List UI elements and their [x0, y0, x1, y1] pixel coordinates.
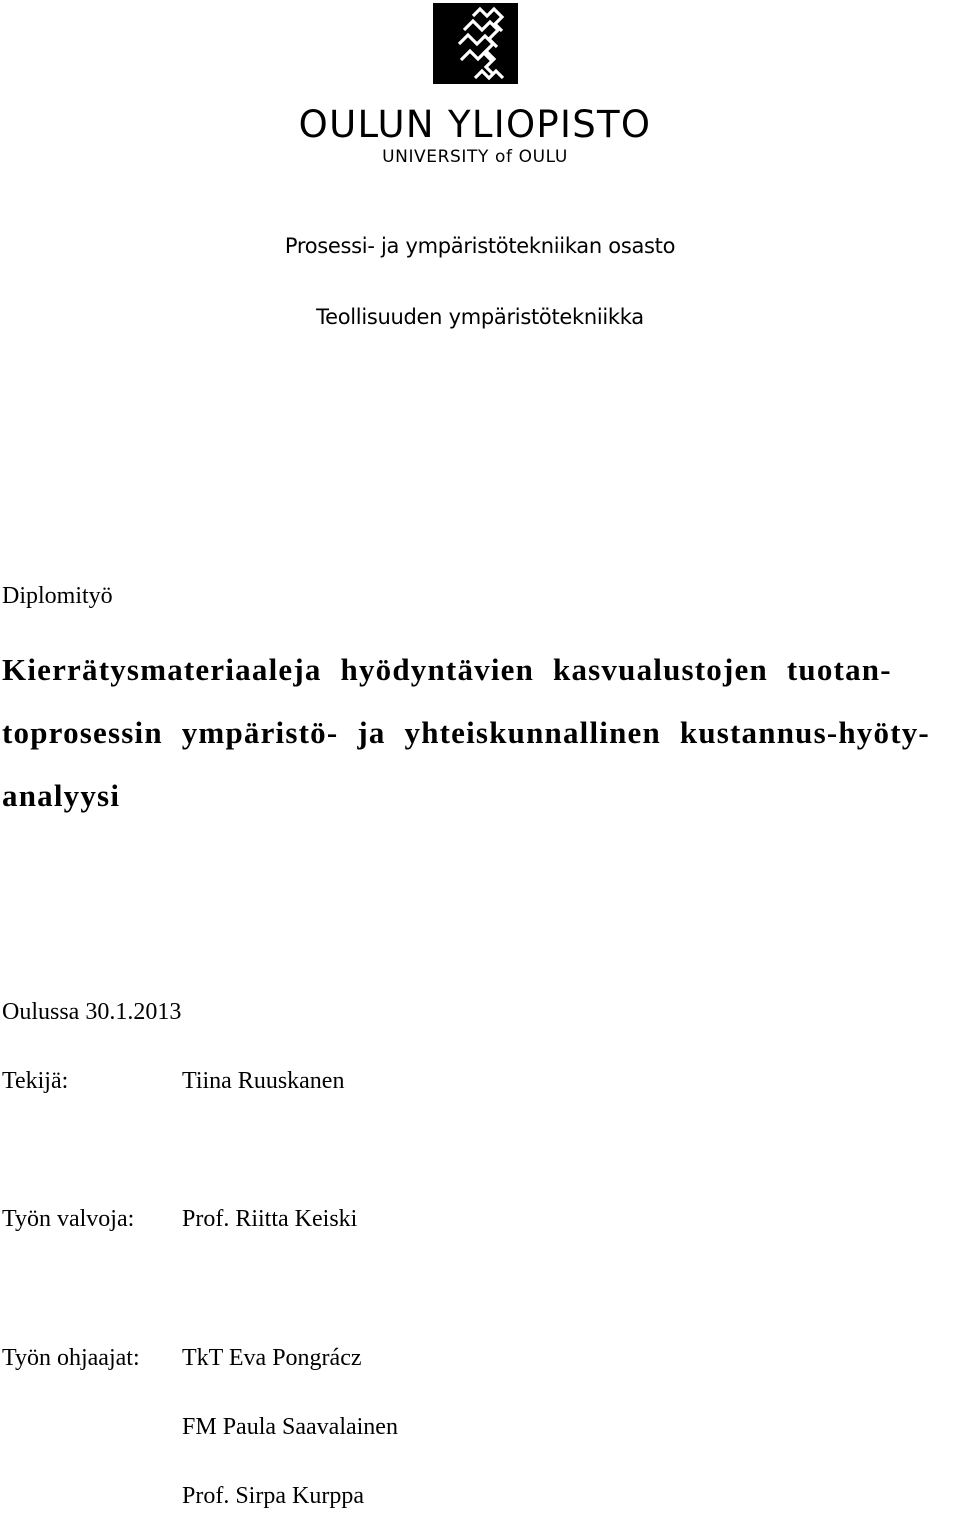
thesis-title-line: toprosessin ympäristö- ja yhteiskunnallinen kustannus-hyöty-: [2, 715, 930, 750]
place-and-date: Oulussa 30.1.2013: [2, 999, 182, 1025]
university-name: OULUN YLIOPISTO: [298, 103, 652, 146]
author-label: Tekijä:: [2, 1068, 69, 1094]
advisor-name: TkT Eva Pongrácz: [182, 1345, 362, 1371]
advisors-label: Työn ohjaajat:: [2, 1345, 140, 1371]
thesis-title-line: Kierrätysmateriaaleja hyödyntävien kasvualustojen tuotan-: [2, 652, 892, 687]
program-name: Teollisuuden ympäristötekniikka: [316, 305, 644, 329]
thesis-title-line: analyysi: [2, 778, 121, 813]
advisor-name: Prof. Sirpa Kurppa: [182, 1483, 364, 1509]
university-name-english: UNIVERSITY of OULU: [382, 147, 568, 167]
author-name: Tiina Ruuskanen: [182, 1068, 345, 1094]
supervisor-label: Työn valvoja:: [2, 1206, 135, 1232]
department-name: Prosessi- ja ympäristötekniikan osasto: [284, 234, 676, 258]
university-seal-icon: [433, 3, 518, 84]
advisor-name: FM Paula Saavalainen: [182, 1414, 398, 1440]
document-type: Diplomityö: [2, 583, 113, 609]
supervisor-name: Prof. Riitta Keiski: [182, 1206, 358, 1232]
